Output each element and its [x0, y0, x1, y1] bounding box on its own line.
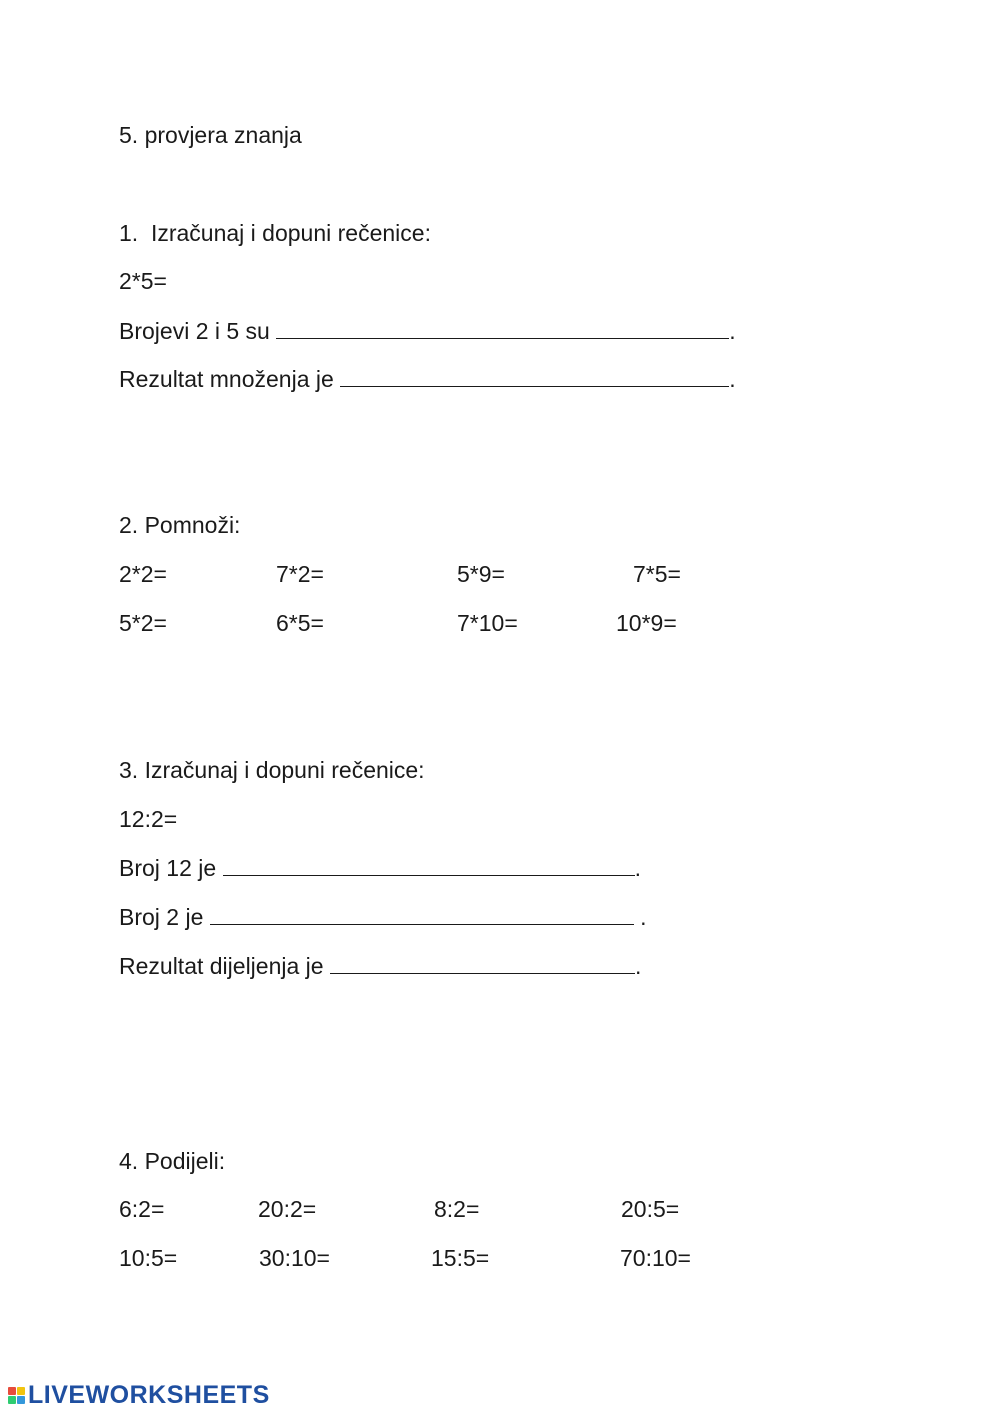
task1-sentence2-text: Rezultat množenja je — [119, 366, 334, 392]
logo-blocks-icon — [8, 1387, 25, 1404]
period: . — [633, 904, 647, 930]
task1-heading: 1. Izračunaj i dopuni rečenice: — [119, 220, 431, 246]
task3-sentence3-text: Rezultat dijeljenja je — [119, 953, 324, 979]
task4-expression: 20:5= — [621, 1196, 680, 1222]
task4-expression: 6:2= — [119, 1196, 165, 1222]
task2-heading: 2. Pomnoži: — [119, 512, 241, 538]
period: . — [729, 366, 736, 392]
period: . — [634, 855, 641, 881]
logo-block — [17, 1396, 25, 1404]
logo-block — [8, 1387, 16, 1395]
period: . — [634, 953, 642, 979]
task4-expression: 15:5= — [431, 1245, 490, 1271]
task3-sentence1 — [119, 854, 641, 882]
task2-expression: 5*2= — [119, 610, 167, 636]
task1-sentence1 — [119, 317, 736, 345]
answer-blank[interactable] — [330, 953, 635, 974]
logo-block — [8, 1396, 16, 1404]
liveworksheets-logo[interactable] — [8, 1380, 270, 1410]
task3-expression: 12:2= — [119, 806, 178, 832]
task4-expression: 8:2= — [434, 1196, 480, 1222]
task3-sentence3 — [119, 952, 641, 980]
task3-sentence2 — [119, 903, 647, 931]
task4-expression: 10:5= — [119, 1245, 178, 1271]
task3-sentence2-text: Broj 2 je — [119, 904, 204, 930]
task4-expression: 30:10= — [259, 1245, 330, 1271]
answer-blank[interactable] — [340, 366, 729, 387]
task4-expression: 70:10= — [620, 1245, 691, 1271]
task2-expression: 10*9= — [616, 610, 677, 636]
answer-blank[interactable] — [210, 904, 634, 925]
answer-blank[interactable] — [276, 318, 729, 339]
answer-blank[interactable] — [223, 855, 635, 876]
task1-sentence2 — [119, 365, 736, 393]
task2-expression: 2*2= — [119, 561, 167, 587]
task3-heading: 3. Izračunaj i dopuni rečenice: — [119, 757, 425, 783]
task1-sentence1-text: Brojevi 2 i 5 su — [119, 318, 270, 344]
period: . — [729, 318, 736, 344]
task2-expression: 7*2= — [276, 561, 324, 587]
logo-block — [17, 1387, 25, 1395]
task2-expression: 6*5= — [276, 610, 324, 636]
logo-text: LIVEWORKSHEETS — [28, 1380, 270, 1409]
task2-expression: 7*10= — [457, 610, 518, 636]
task2-expression: 5*9= — [457, 561, 505, 587]
worksheet-title: 5. provjera znanja — [119, 122, 302, 148]
task2-expression: 7*5= — [633, 561, 681, 587]
task1-expression: 2*5= — [119, 268, 167, 294]
task3-sentence1-text: Broj 12 je — [119, 855, 217, 881]
task4-heading: 4. Podijeli: — [119, 1148, 226, 1174]
task4-expression: 20:2= — [258, 1196, 317, 1222]
